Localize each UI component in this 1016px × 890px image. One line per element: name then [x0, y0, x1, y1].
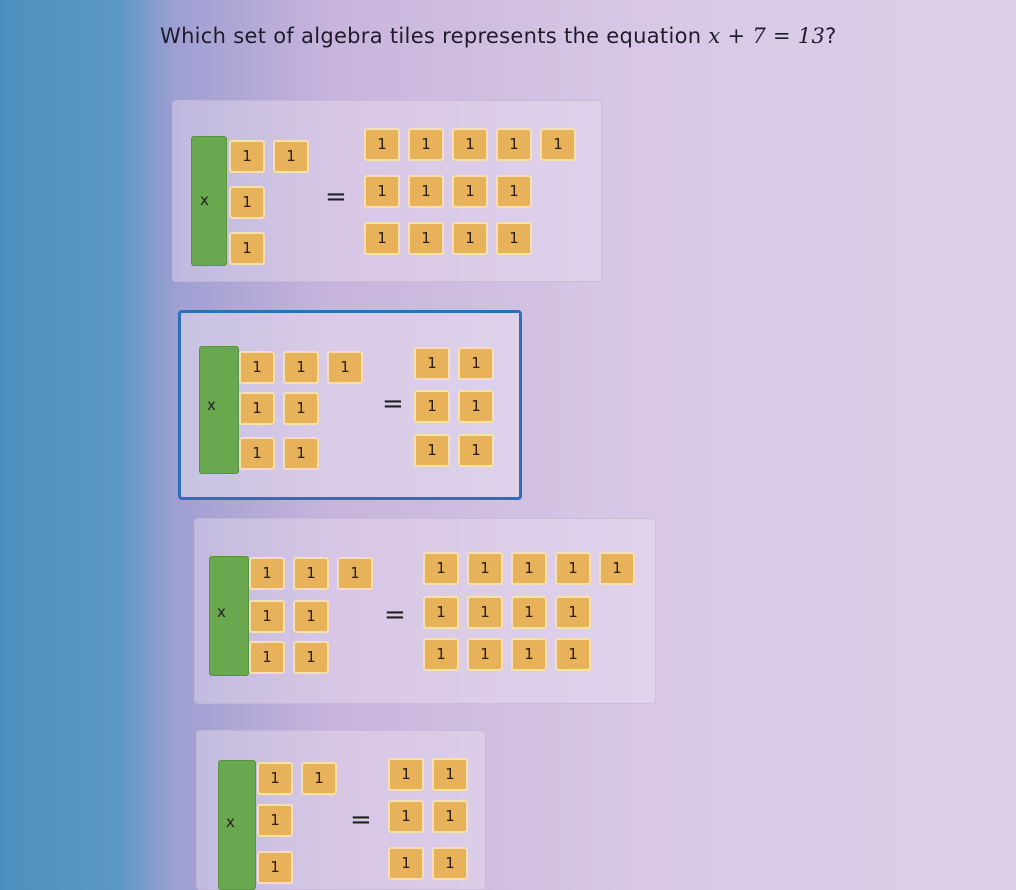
- unit-tile: 1: [327, 351, 363, 384]
- unit-tile: 1: [301, 762, 337, 795]
- x-tile: [218, 760, 256, 890]
- x-tile-label: x: [207, 396, 216, 414]
- equals-sign: =: [325, 182, 347, 212]
- unit-tile: 1: [555, 596, 591, 629]
- equals-sign: =: [384, 600, 406, 630]
- unit-tile: 1: [239, 392, 275, 425]
- unit-tile: 1: [239, 351, 275, 384]
- unit-tile: 1: [467, 596, 503, 629]
- unit-tile: 1: [283, 437, 319, 470]
- unit-tile: 1: [388, 800, 424, 833]
- unit-tile: 1: [249, 641, 285, 674]
- unit-tile: 1: [283, 392, 319, 425]
- unit-tile: 1: [452, 128, 488, 161]
- unit-tile: 1: [388, 847, 424, 880]
- unit-tile: 1: [423, 638, 459, 671]
- equals-sign: =: [350, 805, 372, 835]
- unit-tile: 1: [458, 347, 494, 380]
- unit-tile: 1: [496, 175, 532, 208]
- x-tile: [191, 136, 227, 266]
- unit-tile: 1: [293, 557, 329, 590]
- unit-tile: 1: [364, 128, 400, 161]
- unit-tile: 1: [452, 222, 488, 255]
- unit-tile: 1: [496, 128, 532, 161]
- unit-tile: 1: [408, 175, 444, 208]
- question-equation: x + 7 = 13: [708, 24, 826, 48]
- unit-tile: 1: [511, 596, 547, 629]
- unit-tile: 1: [423, 552, 459, 585]
- unit-tile: 1: [249, 600, 285, 633]
- unit-tile: 1: [467, 638, 503, 671]
- unit-tile: 1: [414, 390, 450, 423]
- unit-tile: 1: [540, 128, 576, 161]
- x-tile-label: x: [200, 191, 209, 209]
- unit-tile: 1: [432, 758, 468, 791]
- x-tile-label: x: [217, 603, 226, 621]
- unit-tile: 1: [257, 762, 293, 795]
- unit-tile: 1: [257, 804, 293, 837]
- unit-tile: 1: [432, 800, 468, 833]
- unit-tile: 1: [364, 175, 400, 208]
- x-tile: [209, 556, 249, 676]
- unit-tile: 1: [432, 847, 468, 880]
- unit-tile: 1: [599, 552, 635, 585]
- unit-tile: 1: [229, 140, 265, 173]
- unit-tile: 1: [408, 222, 444, 255]
- unit-tile: 1: [511, 552, 547, 585]
- unit-tile: 1: [293, 600, 329, 633]
- unit-tile: 1: [555, 638, 591, 671]
- unit-tile: 1: [414, 434, 450, 467]
- unit-tile: 1: [283, 351, 319, 384]
- unit-tile: 1: [555, 552, 591, 585]
- question-prefix: Which set of algebra tiles represents the equation: [160, 24, 709, 48]
- unit-tile: 1: [511, 638, 547, 671]
- unit-tile: 1: [452, 175, 488, 208]
- question-suffix: ?: [825, 24, 837, 48]
- unit-tile: 1: [249, 557, 285, 590]
- unit-tile: 1: [337, 557, 373, 590]
- equals-sign: =: [382, 389, 404, 419]
- unit-tile: 1: [458, 390, 494, 423]
- question-text: [160, 24, 960, 48]
- x-tile-label: x: [226, 813, 235, 831]
- unit-tile: 1: [423, 596, 459, 629]
- unit-tile: 1: [408, 128, 444, 161]
- unit-tile: 1: [229, 232, 265, 265]
- unit-tile: 1: [496, 222, 532, 255]
- x-tile: [199, 346, 239, 474]
- unit-tile: 1: [388, 758, 424, 791]
- unit-tile: 1: [364, 222, 400, 255]
- unit-tile: 1: [458, 434, 494, 467]
- unit-tile: 1: [467, 552, 503, 585]
- unit-tile: 1: [257, 851, 293, 884]
- unit-tile: 1: [293, 641, 329, 674]
- unit-tile: 1: [239, 437, 275, 470]
- unit-tile: 1: [273, 140, 309, 173]
- unit-tile: 1: [229, 186, 265, 219]
- unit-tile: 1: [414, 347, 450, 380]
